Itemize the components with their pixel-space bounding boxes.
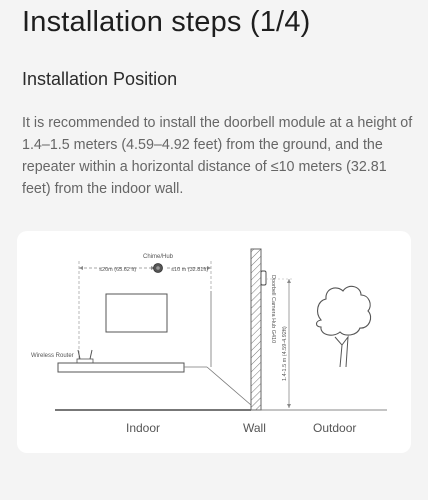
page-title: Installation steps (1/4)	[22, 6, 311, 38]
router-antenna-right	[90, 350, 92, 359]
hub-distance-label: ≤10 m (32.81ft)	[171, 267, 209, 273]
section-title: Installation Position	[22, 69, 178, 89]
height-label: 1.4-1.5 m (4.59-4.92ft)	[282, 326, 288, 381]
diagram-svg	[17, 231, 411, 453]
section-description: It is recommended to install the doorbell module at a height of 1.4–1.5 meters (4.59–4.92 feet) from the ground, and the repeater within a horizontal distance of ≤10 meters (32.81 feet) from the indoor wall.	[22, 115, 413, 197]
installation-diagram	[17, 231, 411, 453]
tree-icon	[317, 286, 371, 367]
indoor-label: Indoor	[126, 421, 161, 435]
tv-cabinet	[58, 363, 184, 372]
wireless-router-label: Wireless Router	[31, 353, 74, 359]
ground-line	[55, 409, 251, 411]
router-distance-label: ≤20m (65.62 ft)	[99, 267, 137, 273]
chime-hub-label: Chime/Hub	[143, 254, 174, 260]
wireless-router	[77, 359, 93, 363]
wall	[251, 249, 261, 410]
outdoor-label: Outdoor	[313, 421, 357, 435]
doorbell-device	[261, 271, 266, 285]
doorbell-label: Doorbell Camera Hub G410	[270, 275, 276, 344]
wall-screen	[106, 294, 167, 332]
wall-label: Wall	[243, 421, 266, 435]
